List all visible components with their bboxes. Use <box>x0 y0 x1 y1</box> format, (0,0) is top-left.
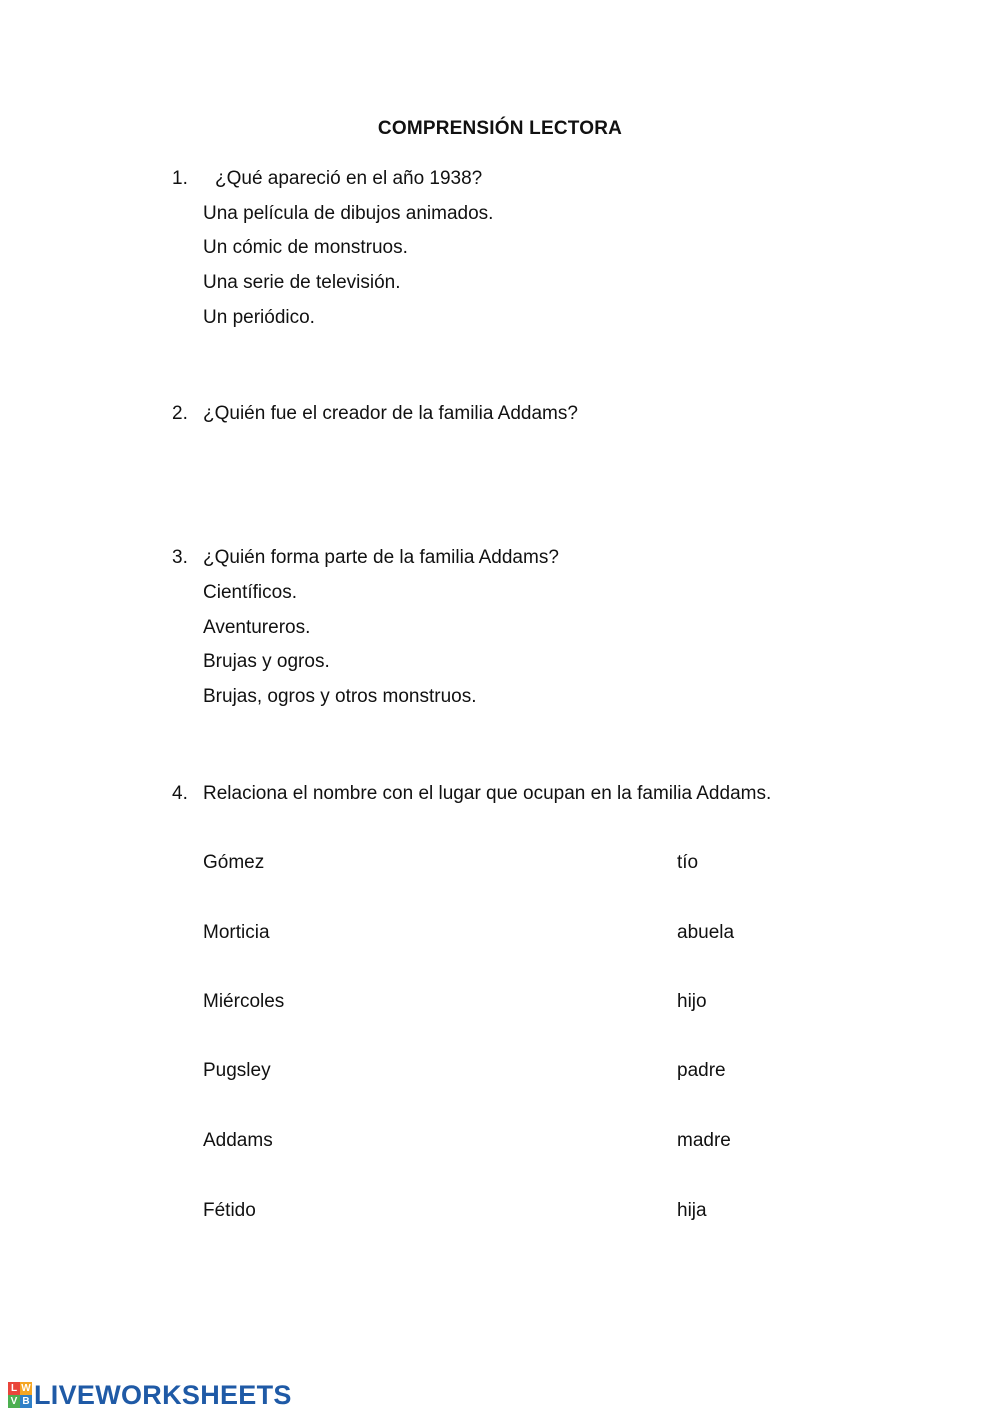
question-number: 3. <box>172 547 188 568</box>
match-role-1[interactable]: tío <box>677 852 699 873</box>
logo-blocks-icon: L W V B <box>8 1382 32 1408</box>
question-text: ¿Quién fue el creador de la familia Addams? <box>203 403 578 424</box>
brand-name: LIVEWORKSHEETS <box>34 1379 292 1410</box>
question-3 <box>172 547 559 569</box>
question-2 <box>172 403 578 425</box>
question-text: ¿Quién forma parte de la familia Addams? <box>203 547 559 568</box>
question-text: Relaciona el nombre con el lugar que ocupan en la familia Addams. <box>203 783 772 804</box>
q1-option-b[interactable]: Un cómic de monstruos. <box>203 237 408 258</box>
match-name-6[interactable]: Fétido <box>203 1200 256 1221</box>
match-name-2[interactable]: Morticia <box>203 922 270 943</box>
match-name-5[interactable]: Addams <box>203 1130 273 1151</box>
match-role-2[interactable]: abuela <box>677 922 735 943</box>
page-title: COMPRENSIÓN LECTORA <box>377 118 623 139</box>
question-number: 1. <box>172 168 188 189</box>
q3-option-c[interactable]: Brujas y ogros. <box>203 651 330 672</box>
match-name-1[interactable]: Gómez <box>203 852 265 873</box>
match-name-4[interactable]: Pugsley <box>203 1060 271 1081</box>
match-role-4[interactable]: padre <box>677 1060 726 1081</box>
question-number: 4. <box>172 783 188 804</box>
liveworksheets-logo <box>8 1380 292 1410</box>
match-name-3[interactable]: Miércoles <box>203 991 285 1012</box>
match-role-6[interactable]: hija <box>677 1200 707 1221</box>
question-number: 2. <box>172 403 188 424</box>
question-4 <box>172 783 771 805</box>
q3-option-a[interactable]: Científicos. <box>203 582 297 603</box>
question-text: ¿Qué apareció en el año 1938? <box>215 168 483 189</box>
q3-option-b[interactable]: Aventureros. <box>203 617 311 638</box>
q1-option-d[interactable]: Un periódico. <box>203 307 315 328</box>
question-1 <box>172 168 482 190</box>
q1-option-a[interactable]: Una película de dibujos animados. <box>203 203 494 224</box>
match-role-5[interactable]: madre <box>677 1130 731 1151</box>
q3-option-d[interactable]: Brujas, ogros y otros monstruos. <box>203 686 477 707</box>
match-role-3[interactable]: hijo <box>677 991 707 1012</box>
q1-option-c[interactable]: Una serie de televisión. <box>203 272 401 293</box>
